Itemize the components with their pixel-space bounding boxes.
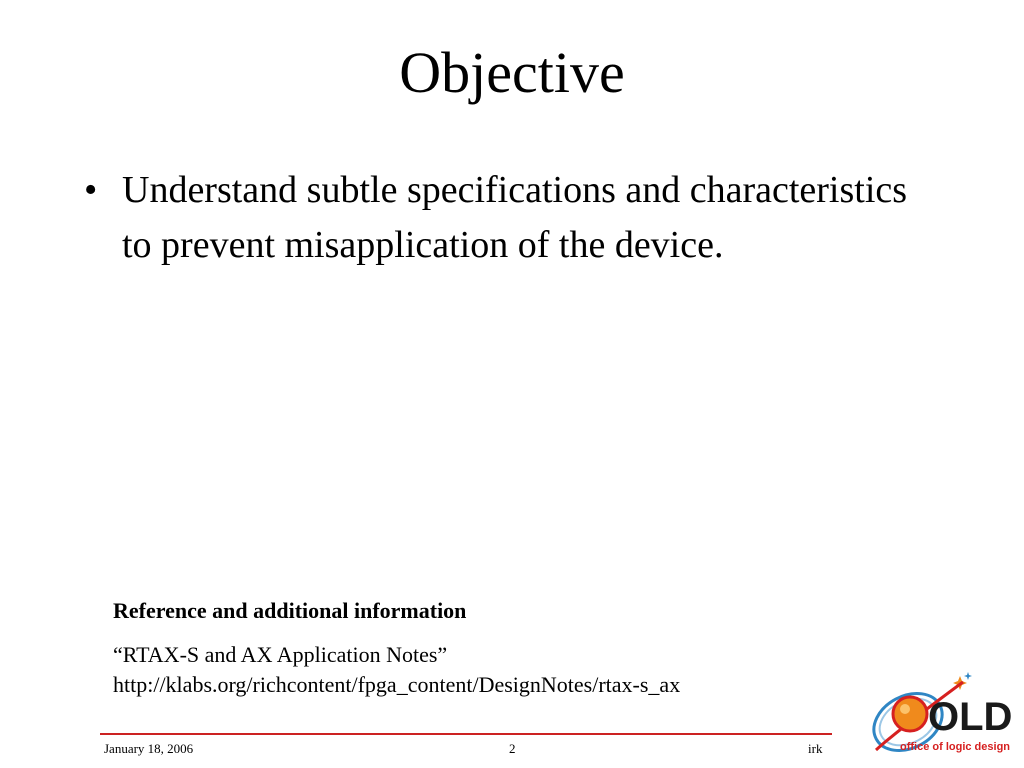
footer-author: irk <box>808 741 823 756</box>
planet-icon <box>893 697 927 731</box>
reference-url[interactable]: http://klabs.org/richcontent/fpga_content/DesignNotes/rtax-s_ax <box>113 672 681 697</box>
bullet-marker: • <box>84 169 98 211</box>
bullet-item <box>84 163 924 273</box>
footer-date: January 18, 2006 <box>104 741 194 756</box>
slide-title: Objective <box>399 40 625 105</box>
logo-wordmark: OLD <box>928 695 1013 739</box>
reference-title: “RTAX-S and AX Application Notes” <box>113 642 448 667</box>
reference-block <box>113 596 873 700</box>
bullet-text: Understand subtle specifications and characteristics to prevent misapplication of the device. <box>122 169 908 266</box>
reference-heading: Reference and additional information <box>113 598 467 623</box>
bullet-list <box>84 163 924 273</box>
logo-tagline: office of logic design <box>900 741 1011 753</box>
footer-page-number: 2 <box>509 741 516 756</box>
footer-divider <box>100 733 832 735</box>
office-of-logic-design-logo <box>868 670 1018 760</box>
